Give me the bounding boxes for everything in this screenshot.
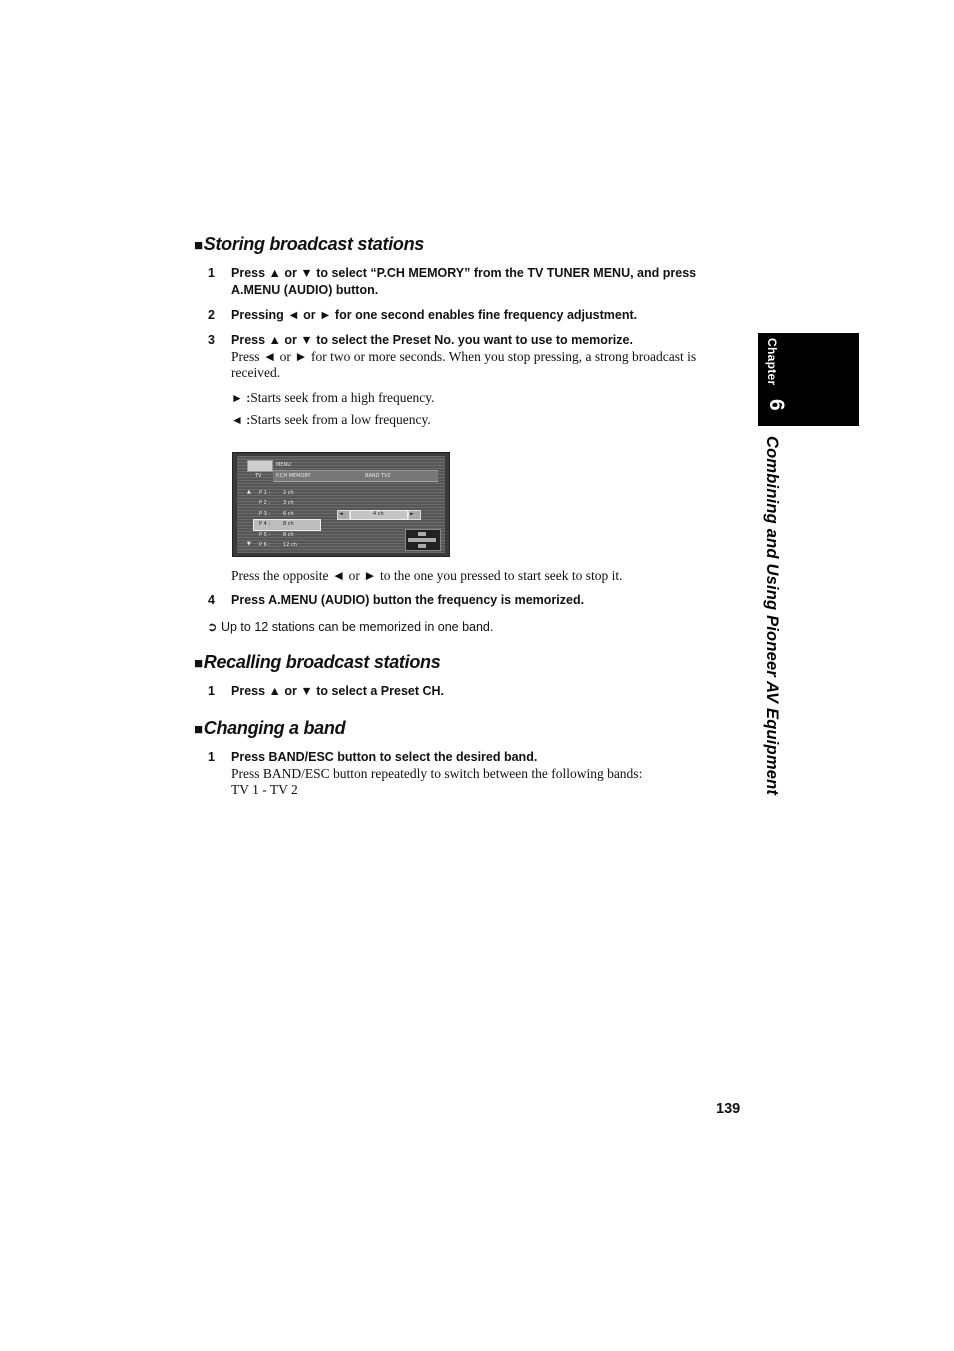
tuner-screen-image bbox=[232, 452, 450, 557]
band-label: BAND TV2 bbox=[365, 473, 391, 479]
page-number: 139 bbox=[716, 1101, 741, 1117]
seek-low-text: Starts seek from a low frequency. bbox=[250, 412, 431, 427]
note-text: Up to 12 stations can be memorized in one band. bbox=[220, 620, 494, 634]
step-instruction: Press ▲ or ▼ to select a Preset CH. bbox=[231, 684, 445, 698]
preset-number: P 3 : bbox=[259, 511, 271, 517]
body-line: received. bbox=[231, 365, 281, 380]
step-number: 2 bbox=[208, 308, 215, 322]
mode-label: P.CH MEMORY bbox=[276, 473, 311, 479]
joystick-icon bbox=[405, 529, 441, 551]
preset-channel: 8 ch bbox=[283, 532, 294, 538]
note-arrow-icon: ➲ bbox=[207, 620, 218, 634]
square-bullet-icon: ■ bbox=[194, 721, 203, 738]
section-heading-storing bbox=[194, 234, 424, 255]
chapter-label: Chapter bbox=[765, 338, 779, 386]
section-heading-text: Recalling broadcast stations bbox=[203, 652, 441, 672]
step-instruction: Press BAND/ESC button to select the desired band. bbox=[231, 750, 538, 764]
note bbox=[207, 619, 493, 634]
body-line: Press ◄ or ► for two or more seconds. When you stop pressing, a strong broadcast is bbox=[231, 349, 697, 364]
chapter-number: 6 bbox=[765, 399, 788, 411]
square-bullet-icon: ■ bbox=[194, 655, 203, 672]
section-heading-recalling bbox=[194, 652, 440, 673]
scroll-up-icon: ▲ bbox=[247, 489, 251, 495]
body-line: TV 1 - TV 2 bbox=[231, 782, 298, 797]
step-instruction: Press A.MENU (AUDIO) button the frequency is memorized. bbox=[231, 593, 585, 607]
step-number: 3 bbox=[208, 333, 215, 347]
step-number: 1 bbox=[208, 684, 215, 698]
step-line: A.MENU (AUDIO) button. bbox=[231, 283, 379, 297]
preset-number: P 6 : bbox=[259, 542, 271, 548]
preset-number: P 4 : bbox=[259, 521, 271, 527]
section-heading-band bbox=[194, 718, 345, 739]
menu-icon bbox=[247, 460, 273, 472]
square-bullet-icon: ■ bbox=[194, 237, 203, 254]
seek-high-text: Starts seek from a high frequency. bbox=[250, 390, 435, 405]
step-line: Press ▲ or ▼ to select “P.CH MEMORY” from the TV TUNER MENU, and press bbox=[231, 266, 697, 280]
scroll-down-icon: ▼ bbox=[247, 541, 251, 547]
step-number: 4 bbox=[208, 593, 215, 607]
body-line: Press BAND/ESC button repeatedly to switch between the following bands: bbox=[231, 766, 643, 781]
right-arrow-key-icon: ► : bbox=[231, 391, 251, 405]
section-heading-text: Storing broadcast stations bbox=[203, 234, 424, 254]
preset-number: P 1 : bbox=[259, 490, 271, 496]
section-heading-text: Changing a band bbox=[203, 718, 346, 738]
menu-bar bbox=[273, 461, 438, 471]
left-arrow-icon: ◄ bbox=[339, 511, 343, 517]
seek-high-item bbox=[231, 390, 435, 406]
step-instruction: Press ▲ or ▼ to select the Preset No. you want to use to memorize. bbox=[231, 333, 633, 347]
step-description bbox=[231, 766, 642, 798]
step-description bbox=[231, 349, 696, 381]
menu-label: MENU bbox=[276, 462, 291, 468]
preset-channel: 12 ch bbox=[283, 542, 297, 548]
preset-channel: 3 ch bbox=[283, 500, 294, 506]
chapter-title: Combining and Using Pioneer AV Equipment bbox=[763, 436, 781, 796]
tv-icon: TV bbox=[255, 473, 262, 479]
preset-number: P 2 : bbox=[259, 500, 271, 506]
step-instruction: Pressing ◄ or ► for one second enables fine frequency adjustment. bbox=[231, 308, 638, 322]
step-number: 1 bbox=[208, 266, 215, 280]
preset-channel: 2 ch bbox=[283, 490, 294, 496]
preset-number: P 5 : bbox=[259, 532, 271, 538]
preset-channel: 6 ch bbox=[283, 511, 294, 517]
stop-seek-text: Press the opposite ◄ or ► to the one you pressed to start seek to stop it. bbox=[231, 568, 623, 583]
step-number: 1 bbox=[208, 750, 215, 764]
left-arrow-key-icon: ◄ : bbox=[231, 413, 251, 427]
preset-channel: 8 ch bbox=[283, 521, 294, 527]
seek-low-item bbox=[231, 412, 431, 428]
frequency-value: 4 ch bbox=[373, 511, 384, 517]
right-arrow-icon: ► bbox=[410, 511, 414, 517]
step-instruction bbox=[231, 265, 696, 299]
